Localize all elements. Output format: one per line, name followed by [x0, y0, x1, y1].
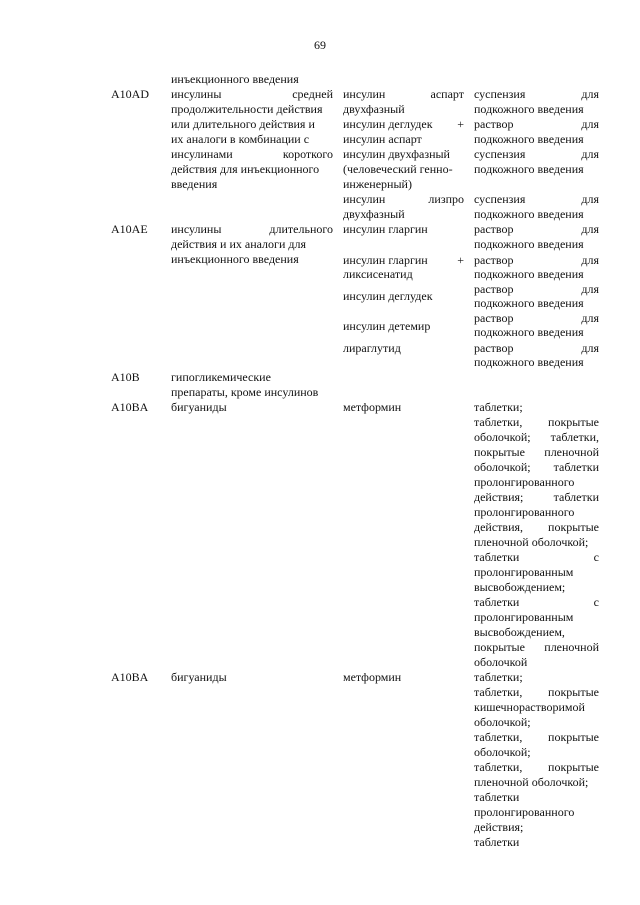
group-text: бигуаниды: [171, 670, 227, 684]
dosage-form: суспензия для: [474, 87, 599, 101]
atc-code: A10BA: [111, 670, 149, 684]
dosage-form: таблетки с: [474, 595, 599, 609]
dosage-form: пролонгированного: [474, 505, 575, 519]
drug-name: ликсисенатид: [343, 267, 413, 281]
drug-name: инсулин лизпро: [343, 192, 464, 206]
group-text: действия и их аналоги для: [171, 237, 306, 251]
dosage-form: подкожного введения: [474, 267, 584, 281]
dosage-form: высвобождением,: [474, 625, 565, 639]
drug-name: инсулин двухфазный: [343, 147, 450, 161]
group-text: действия для инъекционного: [171, 162, 320, 176]
dosage-form: пленочной оболочкой;: [474, 535, 589, 549]
dosage-form: раствор для: [474, 222, 599, 236]
dosage-form: кишечнорастворимой: [474, 700, 585, 714]
dosage-form: таблетки: [474, 790, 520, 804]
drug-name: инсулин гларгин +: [343, 253, 464, 267]
dosage-form: действия;: [474, 820, 524, 834]
dosage-form: пролонгированным: [474, 610, 574, 624]
dosage-form: покрытые пленочной: [474, 445, 599, 459]
dosage-form: таблетки, покрытые: [474, 415, 599, 429]
dosage-form: оболочкой: [474, 655, 528, 669]
dosage-form: подкожного введения: [474, 355, 584, 369]
dosage-form: раствор для: [474, 253, 599, 267]
dosage-form: действия, покрытые: [474, 520, 599, 534]
dosage-form: подкожного введения: [474, 102, 584, 116]
atc-code: A10B: [111, 370, 140, 384]
dosage-form: подкожного введения: [474, 132, 584, 146]
drug-name: двухфазный: [343, 102, 405, 116]
dosage-form: раствор для: [474, 282, 599, 296]
dosage-form: суспензия для: [474, 192, 599, 206]
group-text: их аналоги в комбинации с: [171, 132, 310, 146]
dosage-form: подкожного введения: [474, 237, 584, 251]
dosage-form: оболочкой;: [474, 745, 531, 759]
group-text: инсулины средней: [171, 87, 333, 101]
page-number: 69: [314, 38, 326, 52]
drug-name: двухфазный: [343, 207, 405, 221]
dosage-form: раствор для: [474, 341, 599, 355]
dosage-form: суспензия для: [474, 147, 599, 161]
drug-name: инсулин гларгин: [343, 222, 428, 236]
dosage-form: таблетки с: [474, 550, 599, 564]
group-text: продолжительности действия: [171, 102, 323, 116]
dosage-form: пленочной оболочкой;: [474, 775, 589, 789]
group-text: инъекционного введения: [171, 252, 299, 266]
dosage-form: оболочкой; таблетки: [474, 460, 599, 474]
group-text: инсулинами короткого: [171, 147, 333, 161]
dosage-form: раствор для: [474, 117, 599, 131]
dosage-form: таблетки, покрытые: [474, 760, 599, 774]
dosage-form: покрытые пленочной: [474, 640, 599, 654]
dosage-form: высвобождением;: [474, 580, 566, 594]
drug-name: инсулин деглудек +: [343, 117, 464, 131]
dosage-form: подкожного введения: [474, 207, 584, 221]
atc-code: A10BA: [111, 400, 149, 414]
dosage-form: оболочкой;: [474, 715, 531, 729]
dosage-form: таблетки, покрытые: [474, 730, 599, 744]
drug-name: метформин: [343, 670, 402, 684]
dosage-form: таблетки;: [474, 400, 523, 414]
dosage-form: действия; таблетки: [474, 490, 599, 504]
drug-name: инсулин деглудек: [343, 289, 433, 303]
group-text: гипогликемические: [171, 370, 271, 384]
dosage-form: подкожного введения: [474, 325, 584, 339]
drug-name: инсулин аспарт: [343, 132, 422, 146]
drug-name: инсулин детемир: [343, 319, 431, 333]
group-text: бигуаниды: [171, 400, 227, 414]
atc-code: A10AE: [111, 222, 148, 236]
group-text: инсулины длительного: [171, 222, 333, 236]
dosage-form: раствор для: [474, 311, 599, 325]
dosage-form: таблетки: [474, 835, 520, 849]
dosage-form: пролонгированного: [474, 475, 575, 489]
drug-name: инженерный): [343, 177, 412, 191]
dosage-form: подкожного введения: [474, 296, 584, 310]
dosage-form: подкожного введения: [474, 162, 584, 176]
drug-name: (человеческий генно-: [343, 162, 453, 176]
atc-code: A10AD: [111, 87, 149, 101]
drug-name: метформин: [343, 400, 402, 414]
group-text: введения: [171, 177, 218, 191]
dosage-form: пролонгированным: [474, 565, 574, 579]
dosage-form: пролонгированного: [474, 805, 575, 819]
group-text: инъекционного введения: [171, 72, 299, 86]
drug-name: инсулин аспарт: [343, 87, 464, 101]
dosage-form: таблетки, покрытые: [474, 685, 599, 699]
drug-name: лираглутид: [343, 341, 401, 355]
group-text: или длительного действия и: [171, 117, 315, 131]
dosage-form: таблетки;: [474, 670, 523, 684]
dosage-form: оболочкой; таблетки,: [474, 430, 599, 444]
group-text: препараты, кроме инсулинов: [171, 385, 319, 399]
